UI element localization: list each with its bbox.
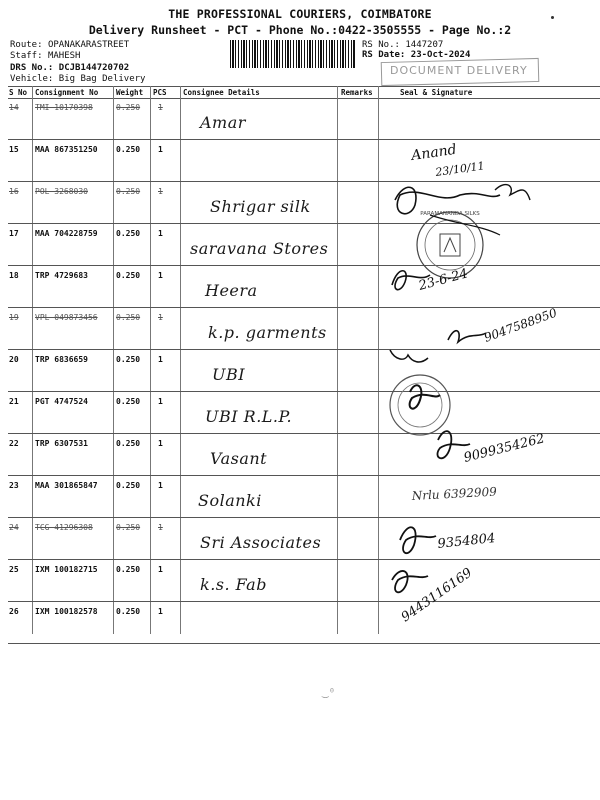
row-sno: 14 bbox=[9, 103, 19, 112]
runsheet-subtitle: Delivery Runsheet - PCT - Phone No.:0422-3505555 - Page No.:2 bbox=[88, 23, 512, 37]
handwritten-phone-23: Nrlu 6392909 bbox=[411, 484, 498, 503]
row-weight: 0.250 bbox=[116, 481, 141, 490]
col-consignment-header: Consignment No bbox=[35, 88, 99, 97]
row-consignment-no: MAA 867351250 bbox=[35, 145, 98, 154]
seal-stamp bbox=[390, 375, 450, 435]
staff-value: MAHESH bbox=[47, 51, 81, 61]
handwritten-phone-18: 23-6-24 bbox=[417, 266, 470, 294]
row-consignee-handwritten: Heera bbox=[205, 281, 258, 300]
signature-19 bbox=[448, 331, 486, 342]
handwritten-phone-24: 9354804 bbox=[436, 531, 497, 552]
route-line: Route: OPANAKARASTREET bbox=[10, 40, 130, 50]
row-consignee-handwritten: Solanki bbox=[198, 491, 262, 510]
row-sno: 24 bbox=[9, 523, 19, 532]
row-consignee-handwritten: Sri Associates bbox=[200, 533, 322, 552]
handwritten-anand: Anand bbox=[410, 141, 458, 164]
row-pcs: 1 bbox=[158, 565, 163, 574]
row-consignee-handwritten: saravana Stores bbox=[190, 239, 329, 258]
row-weight: 0.250 bbox=[116, 439, 141, 448]
row-consignee-handwritten: k.p. garments bbox=[208, 323, 327, 342]
route-value: OPANAKARASTREET bbox=[47, 40, 130, 50]
row-consignment-no: PGT 4747524 bbox=[35, 397, 88, 406]
row-pcs: 1 bbox=[158, 607, 163, 616]
row-consignment-no: TRP 4729683 bbox=[35, 271, 88, 280]
col-weight-header: Weight bbox=[116, 88, 144, 97]
row-consignment-no: POL 3268030 bbox=[35, 187, 88, 196]
handwritten-phone-19: 9047588950 bbox=[482, 305, 559, 345]
row-consignment-no: TRP 6836659 bbox=[35, 355, 88, 364]
row-pcs: 1 bbox=[158, 355, 163, 364]
row-pcs: 1 bbox=[158, 187, 163, 196]
handwritten-date: 23/10/11 bbox=[434, 159, 486, 179]
rs-no-line: RS No.: 1447207 bbox=[362, 40, 444, 50]
row-consignment-no: TRP 6307531 bbox=[35, 439, 88, 448]
row-sno: 19 bbox=[9, 313, 19, 322]
signature-16 bbox=[395, 187, 500, 213]
row-weight: 0.250 bbox=[116, 313, 141, 322]
row-consignment-no: MAA 301865847 bbox=[35, 481, 98, 490]
row-consignee-handwritten: UBI R.L.P. bbox=[205, 407, 293, 426]
row-consignment-no: TMI 10170398 bbox=[35, 103, 93, 112]
col-consignee-header: Consignee Details bbox=[183, 88, 260, 97]
row-weight: 0.250 bbox=[116, 565, 141, 574]
row-weight: 0.250 bbox=[116, 607, 141, 616]
row-pcs: 1 bbox=[158, 145, 163, 154]
row-weight: 0.250 bbox=[116, 397, 141, 406]
stray-pen-mark: ‿⁰ bbox=[322, 686, 336, 699]
row-consignee-handwritten: Vasant bbox=[210, 449, 268, 468]
signature-25 bbox=[392, 571, 428, 592]
handwritten-phone-22: 9099354262 bbox=[462, 431, 547, 466]
row-weight: 0.250 bbox=[116, 103, 141, 112]
col-remarks-header: Remarks bbox=[341, 88, 373, 97]
signature-20 bbox=[390, 350, 428, 362]
staff-line: Staff: MAHESH bbox=[10, 51, 81, 61]
row-consignee-handwritten: UBI bbox=[212, 365, 246, 384]
row-weight: 0.250 bbox=[116, 355, 141, 364]
row-consignee-handwritten: Shrigar silk bbox=[210, 197, 311, 216]
rs-no-value: 1447207 bbox=[405, 40, 444, 50]
row-sno: 17 bbox=[9, 229, 19, 238]
row-pcs: 1 bbox=[158, 439, 163, 448]
row-consignment-no: IXM 100182578 bbox=[35, 607, 98, 616]
drs-value: DCJB144720702 bbox=[58, 63, 130, 73]
rs-date-line: RS Date: 23-Oct-2024 bbox=[362, 50, 471, 60]
row-consignment-no: TCG 41296308 bbox=[35, 523, 93, 532]
signature-16-tail bbox=[495, 185, 530, 200]
row-consignment-no: VPL 049873456 bbox=[35, 313, 98, 322]
handwritten-phone-25: 9443116169 bbox=[398, 565, 476, 626]
row-pcs: 1 bbox=[158, 481, 163, 490]
row-consignment-no: IXM 100182715 bbox=[35, 565, 98, 574]
row-pcs: 1 bbox=[158, 271, 163, 280]
row-sno: 20 bbox=[9, 355, 19, 364]
col-pcs-header: PCS bbox=[153, 88, 167, 97]
signature-24 bbox=[400, 527, 436, 553]
company-title: THE PROFESSIONAL COURIERS, COIMBATORE bbox=[168, 7, 432, 21]
vehicle-value: Big Bag Delivery bbox=[58, 74, 146, 84]
row-sno: 15 bbox=[9, 145, 19, 154]
row-pcs: 1 bbox=[158, 397, 163, 406]
row-weight: 0.250 bbox=[116, 523, 141, 532]
row-weight: 0.250 bbox=[116, 187, 141, 196]
row-weight: 0.250 bbox=[116, 145, 141, 154]
row-pcs: 1 bbox=[158, 229, 163, 238]
row-sno: 16 bbox=[9, 187, 19, 196]
row-consignee-handwritten: k.s. Fab bbox=[200, 575, 267, 594]
row-sno: 22 bbox=[9, 439, 19, 448]
row-sno: 25 bbox=[9, 565, 19, 574]
row-consignee-handwritten: Amar bbox=[200, 113, 246, 132]
row-consignment-no: MAA 704228759 bbox=[35, 229, 98, 238]
row-weight: 0.250 bbox=[116, 229, 141, 238]
row-sno: 21 bbox=[9, 397, 19, 406]
col-sno-header: S No bbox=[9, 88, 28, 97]
col-seal-header: Seal & Signature bbox=[400, 88, 473, 97]
row-sno: 23 bbox=[9, 481, 19, 490]
document-delivery-stamp-text: DOCUMENT DELIVERY bbox=[390, 64, 528, 77]
drs-line: DRS No.: DCJB144720702 bbox=[10, 63, 130, 73]
row-sno: 18 bbox=[9, 271, 19, 280]
rs-date-value: 23-Oct-2024 bbox=[410, 50, 471, 60]
seal-text: PARAMANANDA SILKS bbox=[420, 211, 480, 217]
row-sno: 26 bbox=[9, 607, 19, 616]
row-weight: 0.250 bbox=[116, 271, 141, 280]
row-pcs: 1 bbox=[158, 103, 163, 112]
row-pcs: 1 bbox=[158, 523, 163, 532]
row-pcs: 1 bbox=[158, 313, 163, 322]
vehicle-line: Vehicle: Big Bag Delivery bbox=[10, 74, 146, 84]
